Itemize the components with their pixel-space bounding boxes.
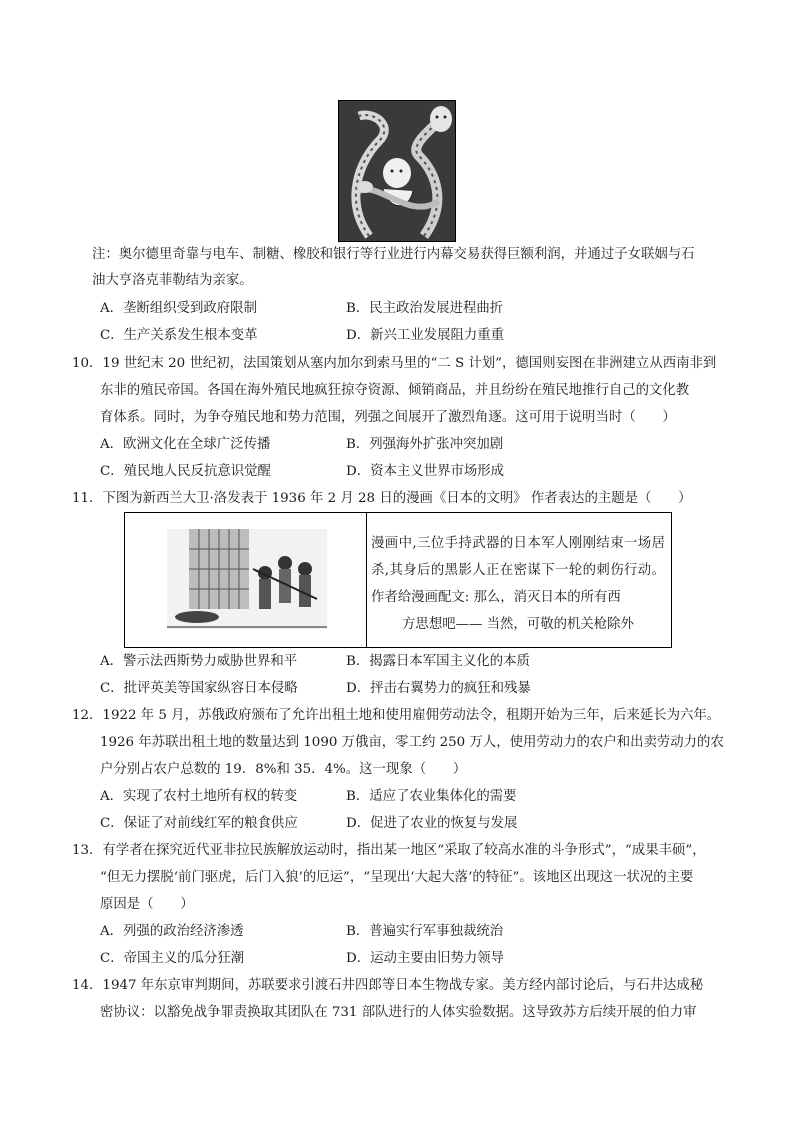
q10-option-d: D．资本主义世界市场形成 [346, 464, 505, 479]
q14-line2: 密协议：以豁免战争罪责换取其团队在 731 部队进行的人体实验数据。这导致苏方后续开展的伯力审 [100, 1005, 697, 1020]
q9-option-c: C．生产关系发生根本变革 [100, 328, 258, 343]
q14-line1: 14．1947 年东京审判期间，苏联要求引渡石井四郎等日本生物战专家。美方经内部讨论后，与石井达成秘 [72, 978, 704, 993]
q13-line3: 原因是（ ） [100, 897, 194, 912]
q9-option-d: D．新兴工业发展阻力重重 [346, 328, 505, 343]
q10-line2: 东非的殖民帝国。各国在海外殖民地疯狂掠夺资源、倾销商品，并且纷纷在殖民地推行自己的文化教 [100, 383, 690, 398]
cartoon-snakes-illustration [339, 101, 455, 241]
q11-cartoon-image [167, 529, 327, 629]
q9-note-line2: 油大亨洛克菲勒结为亲家。 [92, 273, 253, 288]
q10-option-a: A．欧洲文化在全球广泛传播 [100, 437, 271, 452]
q12-line1: 12．1922 年 5 月，苏俄政府颁布了允许出租土地和使用雇佣劳动法令，租期开始为三年，后来延长为六年。 [72, 708, 721, 723]
q12-option-d: D．促进了农业的恢复与发展 [346, 816, 518, 831]
q11-box-body: 漫画中,三位手持武器的日本军人刚刚结束一场居杀,其身后的黑影人正在密谋下一轮的刺伤行动。作者给漫画配文: 那么，消灭日本的所有西 [371, 536, 665, 605]
q10-option-b: B．列强海外扩张冲突加剧 [346, 437, 504, 452]
q12-option-a: A．实现了农村土地所有权的转变 [100, 789, 298, 804]
q10-line3: 育体系。同时，为争夺殖民地和势力范围，列强之间展开了激烈角逐。这可用于说明当时（ ） [100, 410, 676, 425]
q11-box-text [371, 530, 665, 638]
cartoon-snakes-image [338, 100, 456, 242]
q11-box-last-line: 方思想吧—— 当然，可敬的机关枪除外 [402, 617, 634, 632]
q11-option-b: B．揭露日本军国主义化的本质 [346, 654, 530, 669]
q9-option-b: B．民主政治发展进程曲折 [346, 301, 504, 316]
q11-material-box [124, 512, 672, 648]
q11-option-d: D．抨击右翼势力的疯狂和残暴 [346, 681, 531, 696]
q13-line2: “但无力摆脱‘前门驱虎，后门入狼’的厄运”，“呈现出‘大起大落’的特征”。该地区出现这一状况的主要 [100, 870, 694, 885]
q13-option-a: A．列强的政治经济渗透 [100, 924, 244, 939]
q12-line3: 户分别占农户总数的 19．8%和 35．4%。这一现象（ ） [100, 762, 467, 777]
q12-line2: 1926 年苏联出租土地的数量达到 1090 万俄亩，零工约 250 万人，使用劳动力的农户和出卖劳动力的农 [100, 735, 724, 750]
q10-line1: 10．19 世纪末 20 世纪初，法国策划从塞内加尔到索马里的“二 S 计划”，德国则妄图在非洲建立从西南非到 [72, 356, 717, 371]
q9-note-line1: 注：奥尔德里奇靠与电车、制糖、橡胶和银行等行业进行内幕交易获得巨额利润，并通过子女联姻与石 [92, 247, 695, 262]
q13-option-b: B．普遍实行军事独裁统治 [346, 924, 504, 939]
q11-box-divider [366, 513, 367, 647]
q9-option-a: A．垄断组织受到政府限制 [100, 301, 257, 316]
q13-line1: 13．有学者在探究近代亚非拉民族解放运动时，指出某一地区“采取了较高水准的斗争形式”，“成果丰硕”， [72, 843, 706, 858]
q11-option-a: A．警示法西斯势力威胁世界和平 [100, 654, 298, 669]
q11-line1: 11．下图为新西兰大卫·洛发表于 1936 年 2 月 28 日的漫画《日本的文明》 作者表达的主题是（ ） [72, 491, 692, 506]
q10-option-c: C．殖民地人民反抗意识觉醒 [100, 464, 271, 479]
q11-option-c: C．批评英美等国家纵容日本侵略 [100, 681, 298, 696]
q13-option-c: C．帝国主义的瓜分狂潮 [100, 951, 245, 966]
q11-cartoon-illustration [167, 529, 327, 629]
q12-option-c: C．保证了对前线红军的粮食供应 [100, 816, 298, 831]
q13-option-d: D．运动主要由旧势力领导 [346, 951, 505, 966]
q12-option-b: B．适应了农业集体化的需要 [346, 789, 517, 804]
